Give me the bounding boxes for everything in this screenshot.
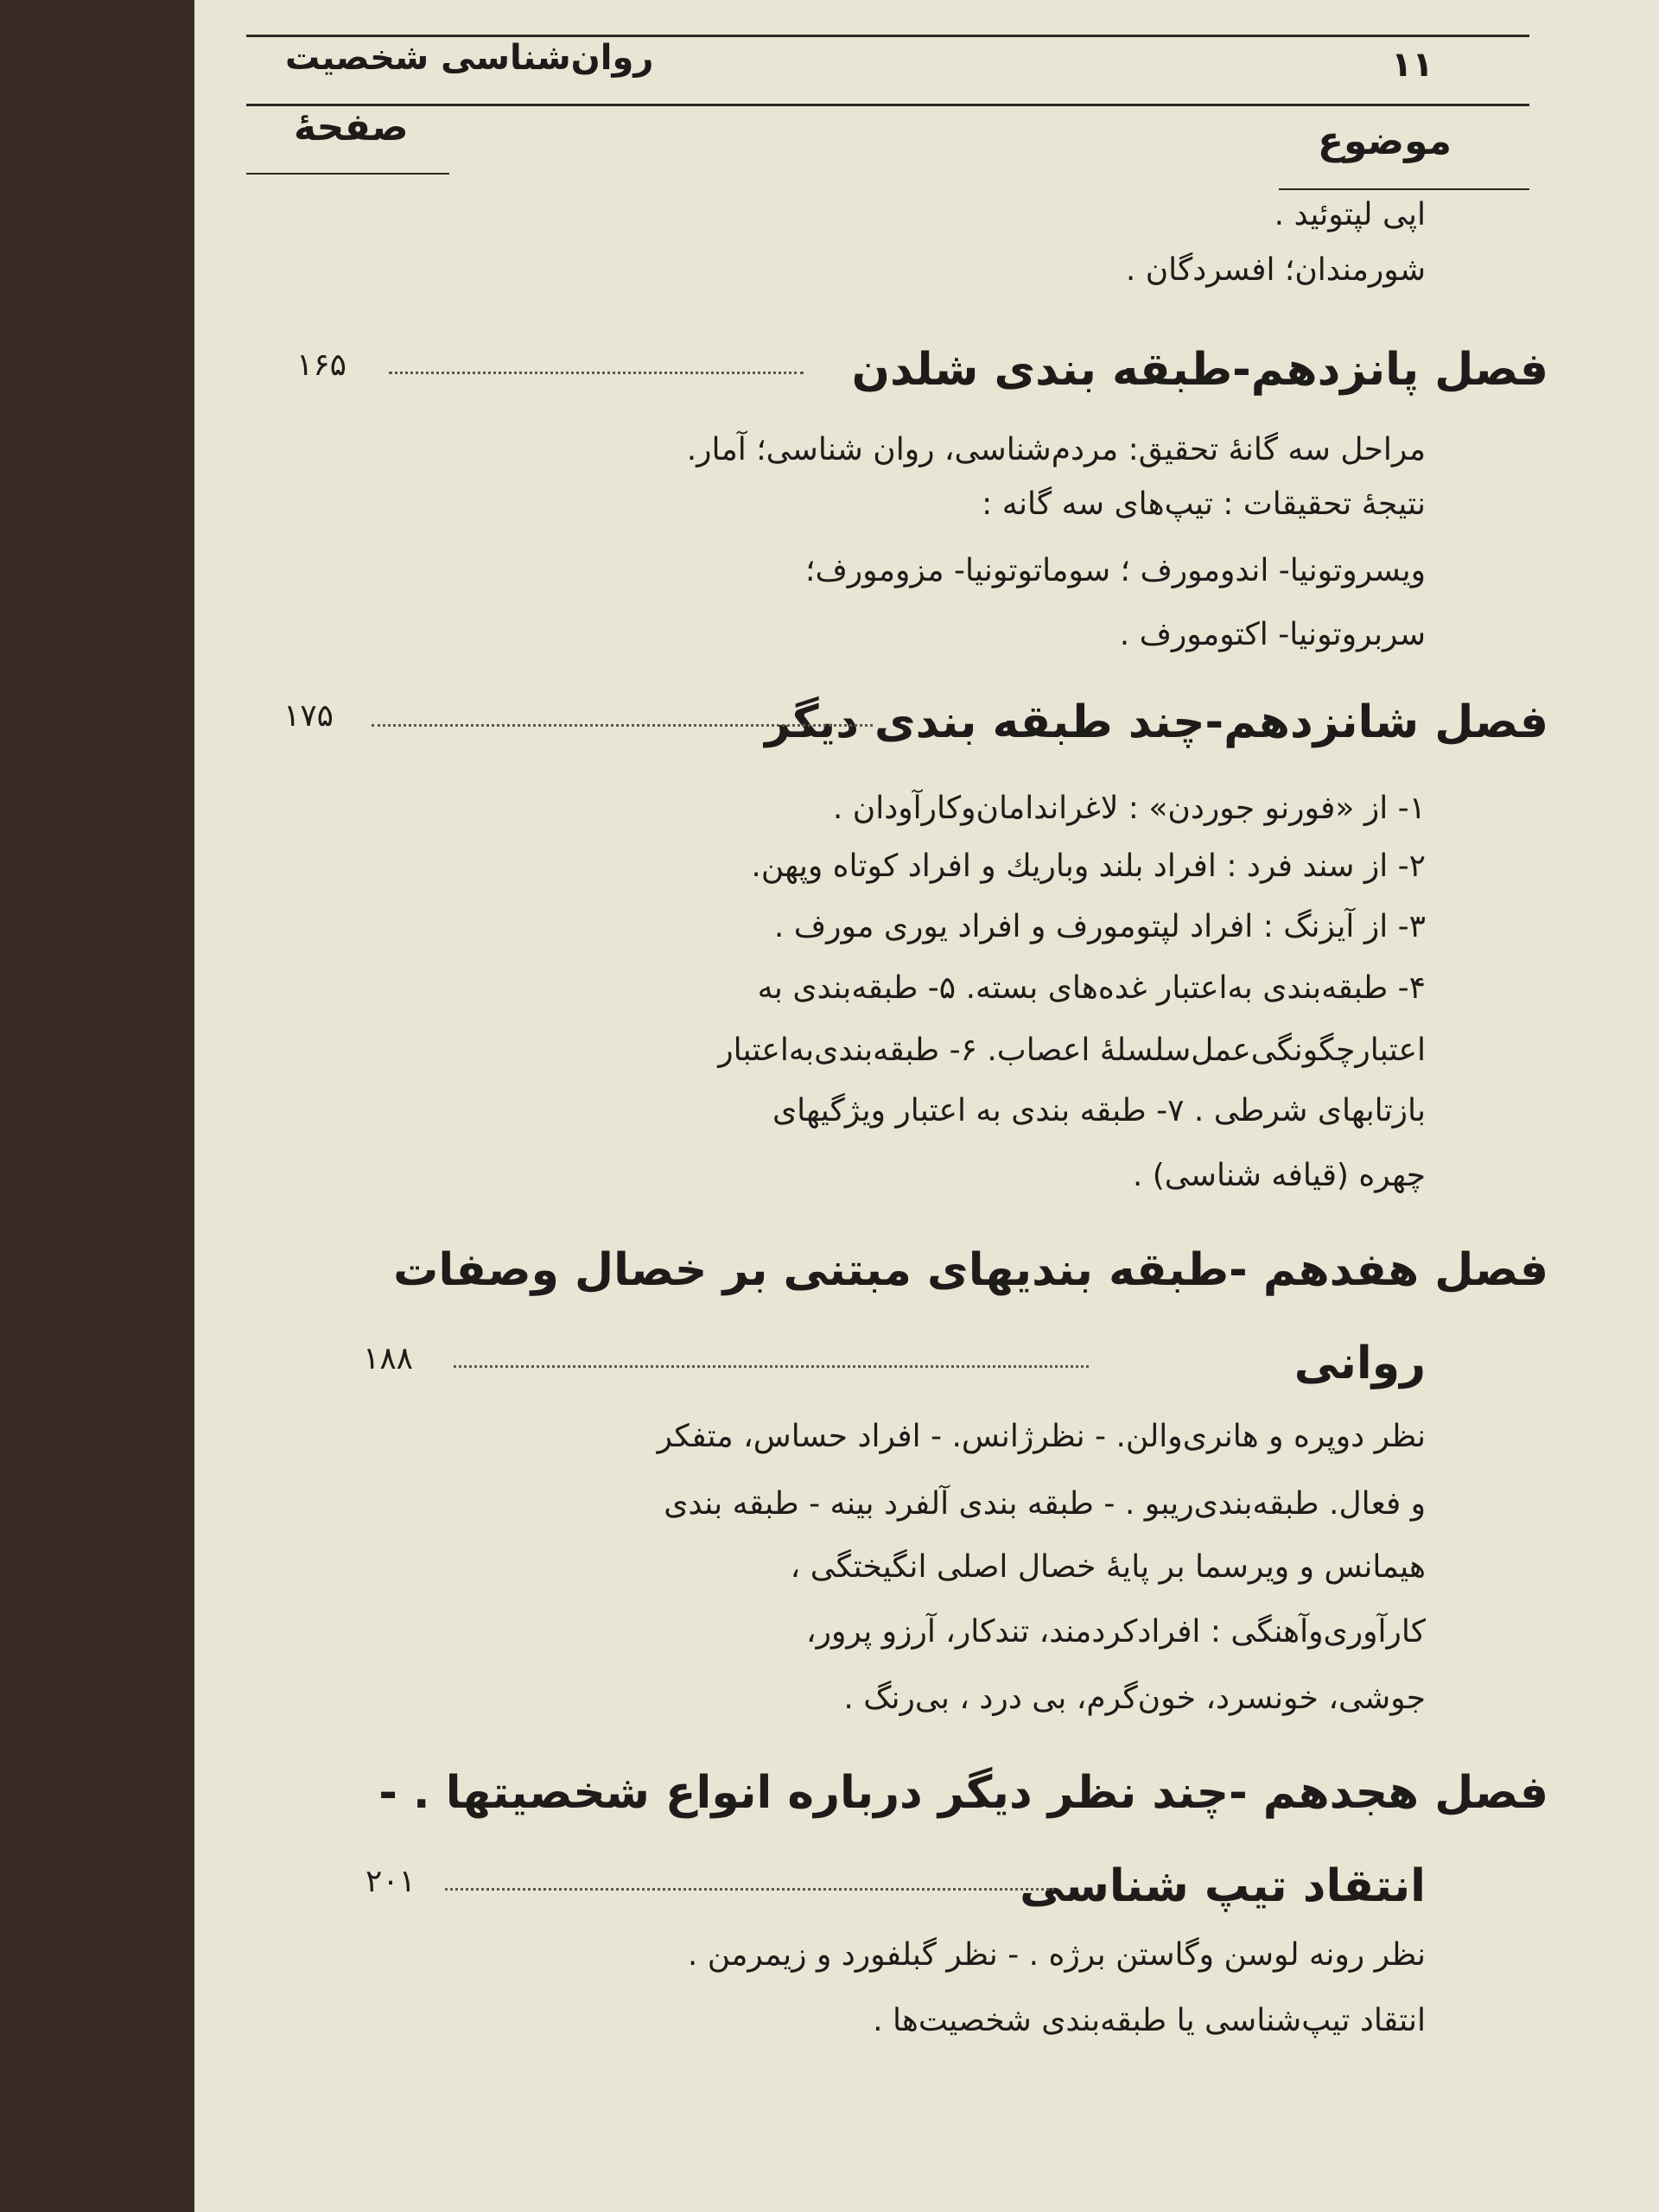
toc-line: هیمانس و ویرسما بر پایهٔ خصال اصلی انگیختگی ، [790, 1549, 1426, 1585]
chapter-title-continued: روانی [1294, 1338, 1426, 1389]
toc-line: نظر رونه لوسن وگاستن برژه . - نظر گبلفورد و زیمرمن . [687, 1937, 1426, 1973]
toc-line: جوشی، خونسرد، خون‌گرم، بی درد ، بی‌رنگ . [843, 1681, 1426, 1716]
toc-line: اعتبارچگونگی‌عمل‌سلسلهٔ اعصاب. ۶- طبقه‌بندی‌به‌اعتبار [718, 1033, 1426, 1068]
dot-leader [389, 372, 804, 374]
toc-line: ۴- طبقه‌بندی به‌اعتبار غده‌های بسته. ۵- طبقه‌بندی به [757, 970, 1426, 1006]
chapter-label: فصل هفدهم - [1229, 1244, 1548, 1296]
page-column-rule [246, 173, 449, 175]
chapter-page-number: ۱۶۵ [296, 347, 347, 383]
chapter-heading [753, 696, 1548, 748]
page-number: ۱۱ [1391, 45, 1433, 85]
toc-line: شورمندان؛ افسردگان . [1125, 252, 1426, 288]
dot-leader [445, 1888, 1054, 1891]
toc-line: چهره (قیافه شناسی) . [1132, 1158, 1426, 1193]
running-title: روان‌شناسی شخصیت [285, 38, 654, 78]
chapter-label: فصل پانزدهم- [1232, 344, 1548, 396]
chapter-title: چند طبقه بندی دیگر [765, 696, 1205, 748]
chapter-title: طبقه بندی شلدن [851, 344, 1233, 396]
chapter-page-number: ۲۰۱ [365, 1864, 416, 1899]
column-heading-page: صفحهٔ [294, 105, 409, 149]
column-heading-subject: موضوع [1318, 119, 1452, 163]
chapter-title-continued: انتقاد تیپ شناسی [1020, 1860, 1426, 1912]
header-bottom-rule [246, 104, 1529, 106]
toc-line: ویسروتونیا- اندومورف ؛ سوماتوتونیا- مزومورف؛ [805, 553, 1426, 588]
toc-line: نظر دوپره و هانری‌والن. - نظرژانس. - افراد حساس، متفکر [657, 1419, 1426, 1454]
chapter-page-number: ۱۸۸ [363, 1341, 414, 1376]
chapter-heading [840, 344, 1548, 396]
chapter-title: چند نظر دیگر درباره انواع شخصیتها . - [378, 1767, 1230, 1819]
toc-line: انتقاد تیپ‌شناسی یا طبقه‌بندی شخصیت‌ها . [873, 2003, 1426, 2038]
toc-line: ۲- از سند فرد : افراد بلند وباریك و افراد كوتاه وپهن. [751, 849, 1426, 884]
chapter-heading [366, 1767, 1548, 1819]
chapter-label: فصل شانزدهم- [1205, 696, 1548, 748]
toc-line: کارآوری‌وآهنگی : افرادکردمند، تندکار، آرزو پرور، [805, 1614, 1426, 1649]
chapter-heading [381, 1244, 1548, 1296]
header-top-rule [246, 35, 1529, 37]
chapter-page-number: ۱۷۵ [283, 698, 334, 734]
toc-line: سربروتونیا- اکتومورف . [1119, 617, 1426, 652]
toc-line: مراحل سه گانهٔ تحقیق: مردم‌شناسی، روان شناسی؛ آمار. [686, 432, 1426, 467]
toc-line: نتیجهٔ تحقیقات : تیپ‌های سه گانه : [982, 486, 1426, 522]
toc-line: بازتابهای شرطی . ۷- طبقه بندی به اعتبار ویژگیهای [772, 1093, 1426, 1128]
dot-leader [372, 724, 873, 727]
chapter-label: فصل هجدهم - [1229, 1767, 1548, 1819]
toc-line: ۳- از آیزنگ : افراد لپتومورف و افراد یوری مورف . [773, 909, 1426, 944]
chapter-title: طبقه بندیهای مبتنی بر خصال وصفات [393, 1244, 1230, 1296]
toc-line: ۱- از «فورنو جوردن» : لاغراندامان‌وکارآودان . [832, 791, 1426, 826]
book-page [194, 0, 1659, 2212]
toc-line: اپی لپتوئید . [1274, 197, 1426, 232]
toc-line: و فعال. طبقه‌بندی‌ریبو . - طبقه بندی آلفرد بینه - طبقه بندی [664, 1486, 1426, 1522]
subject-column-rule [1279, 188, 1529, 190]
dot-leader [454, 1365, 1089, 1368]
